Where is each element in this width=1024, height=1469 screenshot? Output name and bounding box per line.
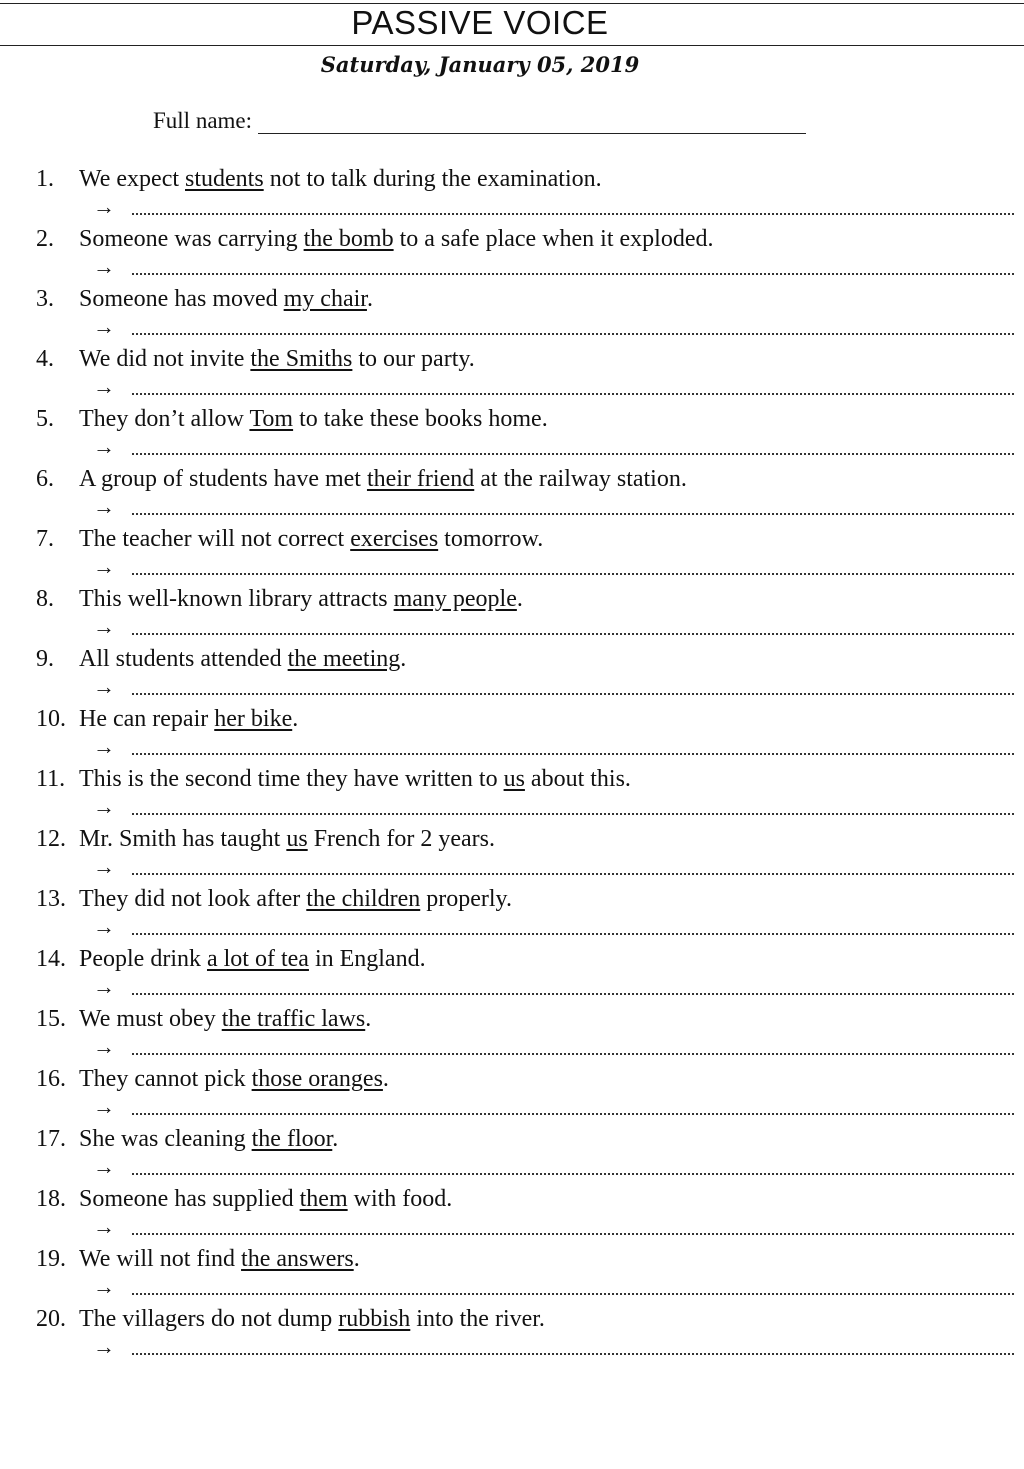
- answer-line[interactable]: [132, 753, 1014, 755]
- exercise-item: [0, 1066, 1024, 1126]
- exercise-sentence: [79, 1186, 452, 1213]
- arrow-icon: →: [93, 1094, 115, 1119]
- answer-line[interactable]: [132, 633, 1014, 635]
- exercise-number: 13.: [36, 886, 66, 912]
- sentence-text: into the river.: [410, 1306, 545, 1332]
- exercise-item: [0, 526, 1024, 586]
- sentence-text: .: [400, 646, 407, 672]
- underlined-object: her bike: [214, 706, 293, 732]
- exercise-sentence: [79, 766, 631, 793]
- exercise-item: [0, 766, 1024, 826]
- underlined-object: the traffic laws: [221, 1006, 366, 1032]
- exercise-sentence: [79, 406, 548, 433]
- exercise-number: 4.: [36, 346, 54, 372]
- exercise-number: 15.: [36, 1006, 66, 1032]
- exercise-item: [0, 406, 1024, 466]
- exercise-sentence: [79, 886, 512, 913]
- sentence-text: Someone has supplied: [79, 1186, 300, 1212]
- underlined-object: us: [286, 826, 308, 852]
- answer-line[interactable]: [132, 1173, 1014, 1175]
- underlined-object: exercises: [350, 526, 439, 552]
- exercise-number: 1.: [36, 166, 54, 192]
- exercise-sentence: [79, 1306, 545, 1333]
- exercise-sentence: [79, 1246, 360, 1273]
- page-title: PASSIVE VOICE: [351, 4, 609, 41]
- sentence-text: Someone was carrying: [79, 226, 304, 252]
- sentence-text: He can repair: [79, 706, 215, 732]
- sentence-text: .: [365, 1006, 372, 1032]
- sentence-text: to a safe place when it exploded.: [393, 226, 714, 252]
- answer-line[interactable]: [132, 1353, 1014, 1355]
- underlined-object: a lot of tea: [206, 946, 309, 972]
- exercise-item: [0, 226, 1024, 286]
- underlined-object: the answers: [241, 1246, 354, 1272]
- arrow-icon: →: [93, 434, 115, 459]
- exercise-item: [0, 1186, 1024, 1246]
- full-name-row: [153, 108, 806, 134]
- sentence-text: with food.: [347, 1186, 453, 1212]
- arrow-icon: →: [93, 794, 115, 819]
- sentence-text: tomorrow.: [438, 526, 544, 552]
- answer-line[interactable]: [132, 393, 1014, 395]
- exercise-item: [0, 946, 1024, 1006]
- arrow-icon: →: [93, 314, 115, 339]
- answer-line[interactable]: [132, 693, 1014, 695]
- answer-line[interactable]: [132, 1293, 1014, 1295]
- sentence-text: .: [382, 1066, 389, 1092]
- exercise-item: [0, 466, 1024, 526]
- exercise-item: [0, 1006, 1024, 1066]
- sentence-text: This is the second time they have written to: [79, 766, 504, 792]
- sentence-text: We will not find: [79, 1246, 242, 1272]
- sentence-text: They cannot pick: [79, 1066, 252, 1092]
- underlined-object: their friend: [366, 466, 475, 492]
- sentence-text: .: [366, 286, 373, 312]
- answer-line[interactable]: [132, 453, 1014, 455]
- exercise-number: 17.: [36, 1126, 66, 1152]
- title-rule: [0, 45, 1024, 46]
- exercise-number: 16.: [36, 1066, 66, 1092]
- exercise-item: [0, 1246, 1024, 1306]
- exercise-sentence: [79, 826, 495, 853]
- underlined-object: my chair: [283, 286, 367, 312]
- arrow-icon: →: [93, 1214, 115, 1239]
- underlined-object: rubbish: [338, 1306, 411, 1332]
- sentence-text: French for 2 years.: [307, 826, 495, 852]
- sentence-text: to take these books home.: [293, 406, 548, 432]
- exercise-sentence: [79, 526, 543, 553]
- sentence-text: This well-known library attracts: [79, 586, 394, 612]
- arrow-icon: →: [93, 1154, 115, 1179]
- answer-line[interactable]: [132, 333, 1014, 335]
- answer-line[interactable]: [132, 873, 1014, 875]
- exercise-item: [0, 1126, 1024, 1186]
- sentence-text: People drink: [79, 946, 207, 972]
- exercise-item: [0, 346, 1024, 406]
- exercise-item: [0, 886, 1024, 946]
- exercise-number: 8.: [36, 586, 54, 612]
- exercise-number: 10.: [36, 706, 66, 732]
- sentence-text: at the railway station.: [474, 466, 687, 492]
- sentence-text: .: [292, 706, 299, 732]
- sentence-text: .: [353, 1246, 360, 1272]
- exercise-sentence: [79, 346, 475, 373]
- answer-line[interactable]: [132, 993, 1014, 995]
- underlined-object: the Smiths: [250, 346, 353, 372]
- arrow-icon: →: [93, 1274, 115, 1299]
- exercise-number: 11.: [36, 766, 66, 792]
- arrow-icon: →: [93, 914, 115, 939]
- underlined-object: Tom: [249, 406, 294, 432]
- exercise-sentence: [79, 1066, 389, 1093]
- answer-line[interactable]: [132, 1233, 1014, 1235]
- underlined-object: the children: [306, 886, 421, 912]
- arrow-icon: →: [93, 494, 115, 519]
- sentence-text: They don’t allow: [79, 406, 250, 432]
- sentence-text: in England.: [308, 946, 426, 972]
- sentence-text: Mr. Smith has taught: [79, 826, 287, 852]
- exercise-sentence: [79, 586, 523, 613]
- sentence-text: The villagers do not dump: [79, 1306, 339, 1332]
- exercise-number: 20.: [36, 1306, 66, 1332]
- arrow-icon: →: [93, 554, 115, 579]
- arrow-icon: →: [93, 974, 115, 999]
- exercise-sentence: [79, 646, 406, 673]
- answer-line[interactable]: [132, 933, 1014, 935]
- exercise-sentence: [79, 286, 373, 313]
- sentence-text: .: [516, 586, 523, 612]
- arrow-icon: →: [93, 254, 115, 279]
- full-name-label: Full name:: [153, 108, 253, 133]
- exercise-sentence: [79, 946, 426, 973]
- answer-line[interactable]: [132, 1113, 1014, 1115]
- exercise-number: 9.: [36, 646, 54, 672]
- exercise-list: [0, 166, 1024, 1366]
- answer-line[interactable]: [132, 813, 1014, 815]
- sentence-text: not to talk during the examination.: [263, 166, 602, 192]
- exercise-sentence: [79, 466, 687, 493]
- answer-line[interactable]: [132, 513, 1014, 515]
- underlined-object: the bomb: [303, 226, 394, 252]
- sentence-text: We did not invite: [79, 346, 251, 372]
- sentence-text: Someone has moved: [79, 286, 284, 312]
- arrow-icon: →: [93, 674, 115, 699]
- exercise-item: [0, 286, 1024, 346]
- exercise-number: 18.: [36, 1186, 66, 1212]
- sentence-text: We must obey: [79, 1006, 222, 1032]
- exercise-sentence: [79, 226, 713, 253]
- sentence-text: to our party.: [352, 346, 475, 372]
- sentence-text: The teacher will not correct: [79, 526, 351, 552]
- sentence-text: about this.: [524, 766, 631, 792]
- sentence-text: They did not look after: [79, 886, 307, 912]
- sentence-text: properly.: [420, 886, 512, 912]
- sentence-text: She was cleaning: [79, 1126, 252, 1152]
- answer-line[interactable]: [132, 1053, 1014, 1055]
- sentence-text: All students attended: [79, 646, 288, 672]
- sentence-text: A group of students have met: [79, 466, 367, 492]
- full-name-blank[interactable]: [258, 111, 806, 134]
- exercise-item: [0, 826, 1024, 886]
- exercise-sentence: [79, 1006, 371, 1033]
- exercise-number: 14.: [36, 946, 66, 972]
- exercise-item: [0, 1306, 1024, 1366]
- exercise-number: 7.: [36, 526, 54, 552]
- arrow-icon: →: [93, 374, 115, 399]
- exercise-item: [0, 706, 1024, 766]
- underlined-object: the meeting: [287, 646, 401, 672]
- exercise-item: [0, 646, 1024, 706]
- underlined-object: us: [503, 766, 525, 792]
- underlined-object: those oranges: [251, 1066, 383, 1092]
- sentence-text: .: [332, 1126, 339, 1152]
- exercise-number: 5.: [36, 406, 54, 432]
- arrow-icon: →: [93, 614, 115, 639]
- arrow-icon: →: [93, 194, 115, 219]
- exercise-number: 2.: [36, 226, 54, 252]
- exercise-number: 6.: [36, 466, 54, 492]
- sentence-text: We expect: [79, 166, 186, 192]
- exercise-number: 12.: [36, 826, 66, 852]
- answer-line[interactable]: [132, 573, 1014, 575]
- exercise-sentence: [79, 166, 602, 193]
- arrow-icon: →: [93, 1034, 115, 1059]
- arrow-icon: →: [93, 854, 115, 879]
- exercise-sentence: [79, 706, 298, 733]
- underlined-object: them: [299, 1186, 348, 1212]
- arrow-icon: →: [93, 734, 115, 759]
- exercise-number: 19.: [36, 1246, 66, 1272]
- date-line: Saturday, January 05, 2019: [320, 52, 640, 77]
- exercise-item: [0, 166, 1024, 226]
- exercise-item: [0, 586, 1024, 646]
- underlined-object: students: [185, 166, 264, 192]
- answer-line[interactable]: [132, 273, 1014, 275]
- underlined-object: the floor: [251, 1126, 333, 1152]
- answer-line[interactable]: [132, 213, 1014, 215]
- underlined-object: many people: [393, 586, 517, 612]
- exercise-number: 3.: [36, 286, 54, 312]
- exercise-sentence: [79, 1126, 338, 1153]
- arrow-icon: →: [93, 1334, 115, 1359]
